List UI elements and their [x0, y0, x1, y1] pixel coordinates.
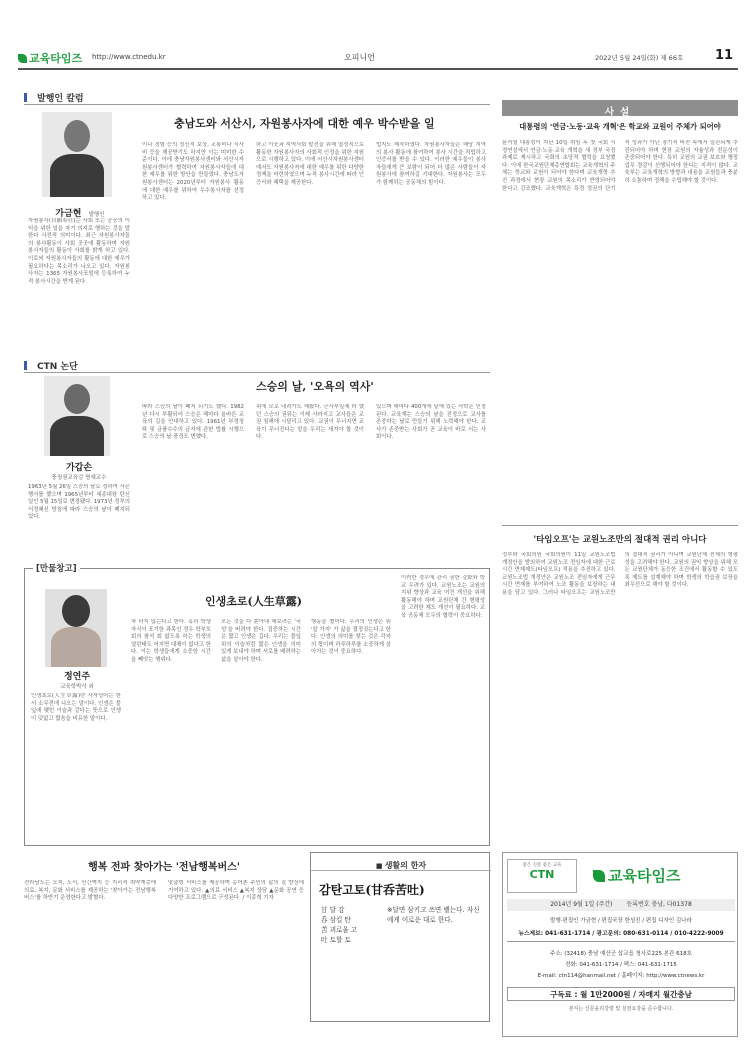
- masthead-news-tel: 뉴스제보: 041-631-1714 / 광고문의: 080-631-0114 / 010-4222-9009: [518, 931, 724, 937]
- article-text-col-2: 맞춤형 서비스를 제공하며 농어촌 주민의 삶의 질 향상에 기여하고 있다. ▲의료 서비스 ▲복지 상담 ▲문화 공연 등 다양한 프로그램으로 구성된다. / 이종혁 기자: [168, 880, 304, 902]
- column-tag: [24, 90, 490, 105]
- article-title: 충남도와 서산시, 자원봉사자에 대한 예우 박수받을 일: [174, 117, 435, 130]
- hanja-tag: [311, 853, 491, 871]
- article-text-col-4: 행동을 했어다. 우리의 인생은 위 '앞 가지' 가 삶을 결정짓는다고 한다. 인생의 의미를 찾는 것은 각자의 몫이며 하루하루를 소중하게 살아가는 것이 중요하다.: [311, 619, 391, 656]
- article-text-col-3: 위에 모로 내려가도 해봤다. 군사부일체 라 했던 스승의 권위는 이제 사라지고 교사들은 교권 침해에 시달리고 있다. 교권이 무너지면 교육이 무너진다는 말을 우리는 새겨야 할 것이다.: [256, 404, 364, 441]
- masthead-people: 발행·편집인 가금현 / 편집국장 한성진 / 편집 디자인 김나라: [550, 918, 692, 924]
- article-text-col-3: 모든 것을 다 쏟아내 해보려는 '국성'을 버려야 한다. 집중하는 시간은 짧고 인생은 길다. 우리는 풀잎 위의 이슬처럼 짧은 인생을 의미 있게 보내야 하며 서로를 배려하는 삶을 살아야 한다.: [221, 619, 301, 663]
- article-text-col-1: 전라남도는 오지, 도서, 산간벽지 등 지리적 취약계층에 의료, 복지, 문화 서비스를 제공하는 '찾아가는 전남행복버스'를 하반기 운영한다고 밝혔다.: [24, 880, 156, 902]
- masthead-info-row: [507, 899, 735, 911]
- author-byline: [35, 669, 119, 690]
- editorial-title-1: 대통령의 '연금·노동·교육 개혁'은 학교와 교원이 주체가 되어야: [519, 122, 721, 131]
- editorial-text-1: 윤석열 대통령이 지난 10일 취임 후 첫 국회 시정연설에서 연금·노동·교육 개혁을 새 정부 국정과제로 제시하고 국회의 초당적 협력을 요청했다. 이에 한국교원단체총연합회는 교육개혁의 주체는 학교와 교원이 되어야 한다며 교육개혁 추진 과정에서 현장 교원의 목소리가 반영되어야 한다고 강조했다. 교육개혁은 특정 정권의 단기적 성과가 아닌 장기적 비전 속에서 일관되게 추진되어야 하며 현장 교원의 자율성과 전문성이 존중되어야 한다. 특히 교원의 교권 보호와 행정업무 경감이 선행되어야 한다는 지적이 많다. 교육부는 교육개혁의 방향과 내용을 교원들과 충분히 소통하며 정책을 수립해야 할 것이다.: [502, 140, 738, 192]
- masthead-notice: 본지는 신문윤리강령 및 실천요강을 준수합니다.: [568, 1006, 674, 1012]
- masthead-issue: 2014년 9월 1일 (주간): [550, 901, 613, 908]
- hanja-meaning: ※달면 삼키고 쓰면 뱉는다. 자신에게 이로운 대로 한다.: [387, 906, 480, 924]
- masthead-divider: [507, 941, 735, 942]
- hanja-box: [310, 852, 490, 1022]
- author-photo: [42, 112, 112, 197]
- masthead-logo-box: [507, 859, 577, 893]
- article-title: 인생초로(人生草露): [205, 595, 302, 608]
- issue-date: 2022년 5월 24일(화) 제 66호: [595, 54, 684, 62]
- article-text-col-2: 이나 경험 등의 정신적 보상, 교통비나 식사비 등을 제공받기도 하지만 이는 미미한 수준이다. 이에 충남자원봉사센터와 서산시자원봉사센터가 협력하여 자원봉사자들에 대한 예우를 위한 방안을 만들었다. 충남도자원봉사센터는 2020년부터 자원봉사 활동에 대한 예우를 위하여 우수봉사자를 선정하고 있다.: [142, 142, 244, 202]
- hanja-chars: 甘 달 감 呑 삼킬 탄 苦 괴로울 고 吐 토할 토: [321, 906, 358, 944]
- article-text-col-5: 이러한 경우에 관리 권한 강화와 학교 우려가 있다. 교원노조는 교원의 지위 향상과 교육 여건 개선을 위해 활동해야 하며 교원단체 간 형평성을 고려한 제도 개선이 필요하다. 교육 공동체 모두의 협력이 중요하다.: [401, 575, 485, 619]
- leaf-icon: [593, 870, 605, 882]
- page-number: 11: [715, 48, 734, 63]
- author-photo: [44, 376, 110, 456]
- brand-name: 교육타임즈: [29, 52, 83, 65]
- brand-logo[interactable]: [18, 50, 82, 66]
- column-tag: [만물창고]: [33, 562, 80, 574]
- author-role: 교육학박사 외: [60, 684, 94, 690]
- masthead-tel: 전화: 041-631-1714 / 팩스: 041-631-1715: [565, 962, 677, 968]
- site-url[interactable]: http://www.ctnedu.kr: [92, 53, 166, 61]
- masthead-brand: [593, 865, 680, 886]
- editorial-text-2: 정부와 국회의원 국회의원이 11일 교원노조법 개정안을 발의하여 교원노조 전임자에 대한 근로시간 면제제도(타임오프) 적용을 추진하고 있다. 교원노조법 개정안은 교원노조 전임자에게 근무시간 면제를 부여하여 노조 활동을 보장하는 내용을 담고 있다. 그러나 타임오프는 교원노조만의 절대적 권리가 아니며 교원단체 전체의 형평성을 고려해야 한다. 교원의 권익 향상을 위해 모든 교원단체가 동등한 조건에서 활동할 수 있도록 제도를 설계해야 하며 학생의 학습권 보장을 최우선으로 해야 할 것이다.: [502, 552, 738, 596]
- editorial-label: 사설: [604, 107, 636, 118]
- article-text-col-2: 차 하지 않는다고 한다. 혹히 학생 자식이 포기한 과목인 경우 학부모 회의 참석 회 없도록 하는 학생의 열린태도 어지면 대체이 없다고 한다. 이는 학생들에게 소중한 시간을 빼앗는 행위다.: [131, 619, 211, 663]
- article-title: 스승의 날, '오욕의 역사': [256, 380, 374, 393]
- bottom-article: [24, 858, 304, 1036]
- article-text-col-2: 따라 스승의 날이 폐지 되기도 했다. 1982년 다시 부활되어 스승은 해마다 올바른 교육의 길을 안내하고 있다. 1961년 부정청탁 및 금품수수의 금지에 관한 법률 시행으로 스승의 날 풍경도 변했다.: [142, 404, 244, 441]
- leaf-icon: [18, 54, 27, 63]
- tag-label: CTN 논단: [37, 362, 78, 372]
- article-text-col-4: 있으며 해마다 400개에 달해 있는 사학은 인정된다. 교육계는 스승의 날을 진정으로 교사를 존중하는 날로 만들기 위해 노력해야 한다. 교사가 존중받는 사회가 곧 교육이 바로 서는 사회이다.: [376, 404, 486, 441]
- editorial: [502, 100, 738, 835]
- hanja-title: 감탄고토(甘呑苦吐): [319, 883, 425, 897]
- tag-marker: [24, 93, 27, 102]
- hanja-tag-label: 생활의 한자: [384, 861, 427, 870]
- article-text-col-4: 법지도 제작하였다. 자원봉사자들은 해당 지역의 봉사 활동에 참여하여 봉사 시간을 적립하고 인증서를 받을 수 있다. 이러한 예우들이 봉사자들에게 큰 보람이 되어 더 많은 사람들이 자원봉사에 참여하길 기대한다. 자원봉사는 모두가 함께하는 공동체의 힘이다.: [376, 142, 486, 186]
- article-text-col-1: 자원봉사(自願奉仕)는 사회 또는 공공의 이익을 위한 일을 자기 의지로 행하는 것을 말한다 사전적 의미이다. 최근 자원봉사자들의 봉사활동이 사회 곳곳에 활동하며 자원봉사자들의 활동이 사회를 밝게 하고 있다. 이로써 자원봉사자들의 활동에 대한 예우가 필요하다는 목소리가 나오고 있다. 자원봉사자는 1365 자원봉사포털에 등록하여 누적 봉사시간을 받게 된다.: [28, 218, 130, 285]
- author-role: 발행인: [88, 212, 105, 218]
- author-role: 충청권교육감 명예교수: [51, 475, 107, 481]
- article-text-col-1: 인생초로(人生草露)란 사자성어는 한서 소무전에 나오는 말이다. 인생은 풀잎에 맺힌 이슬과 같다는 뜻으로 인생이 덧없고 짧음을 비유한 말이다.: [31, 693, 121, 722]
- page-header: [0, 0, 750, 72]
- masthead-reg: 등록번호 충남, 다01378: [626, 901, 692, 908]
- column-box: [24, 564, 490, 846]
- masthead: [502, 852, 738, 1037]
- bullet-icon: ■: [375, 862, 385, 870]
- ctn-forum-column: [24, 358, 490, 543]
- masthead-address: 주소: (32418) 충남 예산군 삽교읍 청사로225 본관 618호: [550, 951, 692, 957]
- article-title: 행복 전파 찾아가는 '전남행복버스': [88, 862, 240, 873]
- editorial-label-box: [502, 100, 738, 116]
- tag-marker: [24, 361, 27, 370]
- masthead-brand-name: 교육타임즈: [608, 867, 681, 885]
- section-name: 오피니언: [344, 53, 375, 62]
- editorial-divider: [502, 525, 738, 526]
- masthead-ctn: CTN: [529, 868, 555, 881]
- article-text-col-1: 1963년 5월 26일 스승의 날로 정하여 사은행사를 했으며 1965년부터 세종대왕 탄신일인 5월 15일로 변경됐다. 1973년 정부의 서정쇄신 방침에 따라 스승의 날이 폐지되었다.: [28, 484, 130, 521]
- author-name: 정연주: [63, 672, 91, 682]
- masthead-email: E-mail: ctn114@hanmail.net / 홈페이지: http://www.ctnews.kr: [537, 973, 705, 979]
- masthead-slogan: 좋은 신문 좋은 교육: [522, 863, 562, 868]
- author-name: 가금현: [55, 209, 82, 219]
- article-text-col-3: 하고 이웃과 지역사회 발전을 위해 열정적으로 활동한 자원봉사자의 사회적 인정을 위한 지원으로 시행하고 있다. 이에 서산시자원봉사센터에서도 자원봉사자에 대한 예우를 위한 다양한 정책을 마련하였으며 누적 봉사시간에 따라 인증서와 혜택을 제공한다.: [256, 142, 364, 186]
- column-tag: [24, 358, 490, 373]
- tag-label: 발행인 칼럼: [37, 94, 84, 104]
- author-name: 가갑손: [65, 463, 93, 473]
- header-rule: [18, 68, 738, 70]
- publisher-column: [24, 90, 490, 350]
- author-photo: [45, 589, 107, 667]
- masthead-subscription: 구독료 : 월 1만2000원 / 자매지 월간충남: [507, 987, 735, 1001]
- editorial-title-2: '타임오프'는 교원노조만의 절대적 권리 아니다: [533, 535, 707, 545]
- author-byline: [34, 460, 124, 481]
